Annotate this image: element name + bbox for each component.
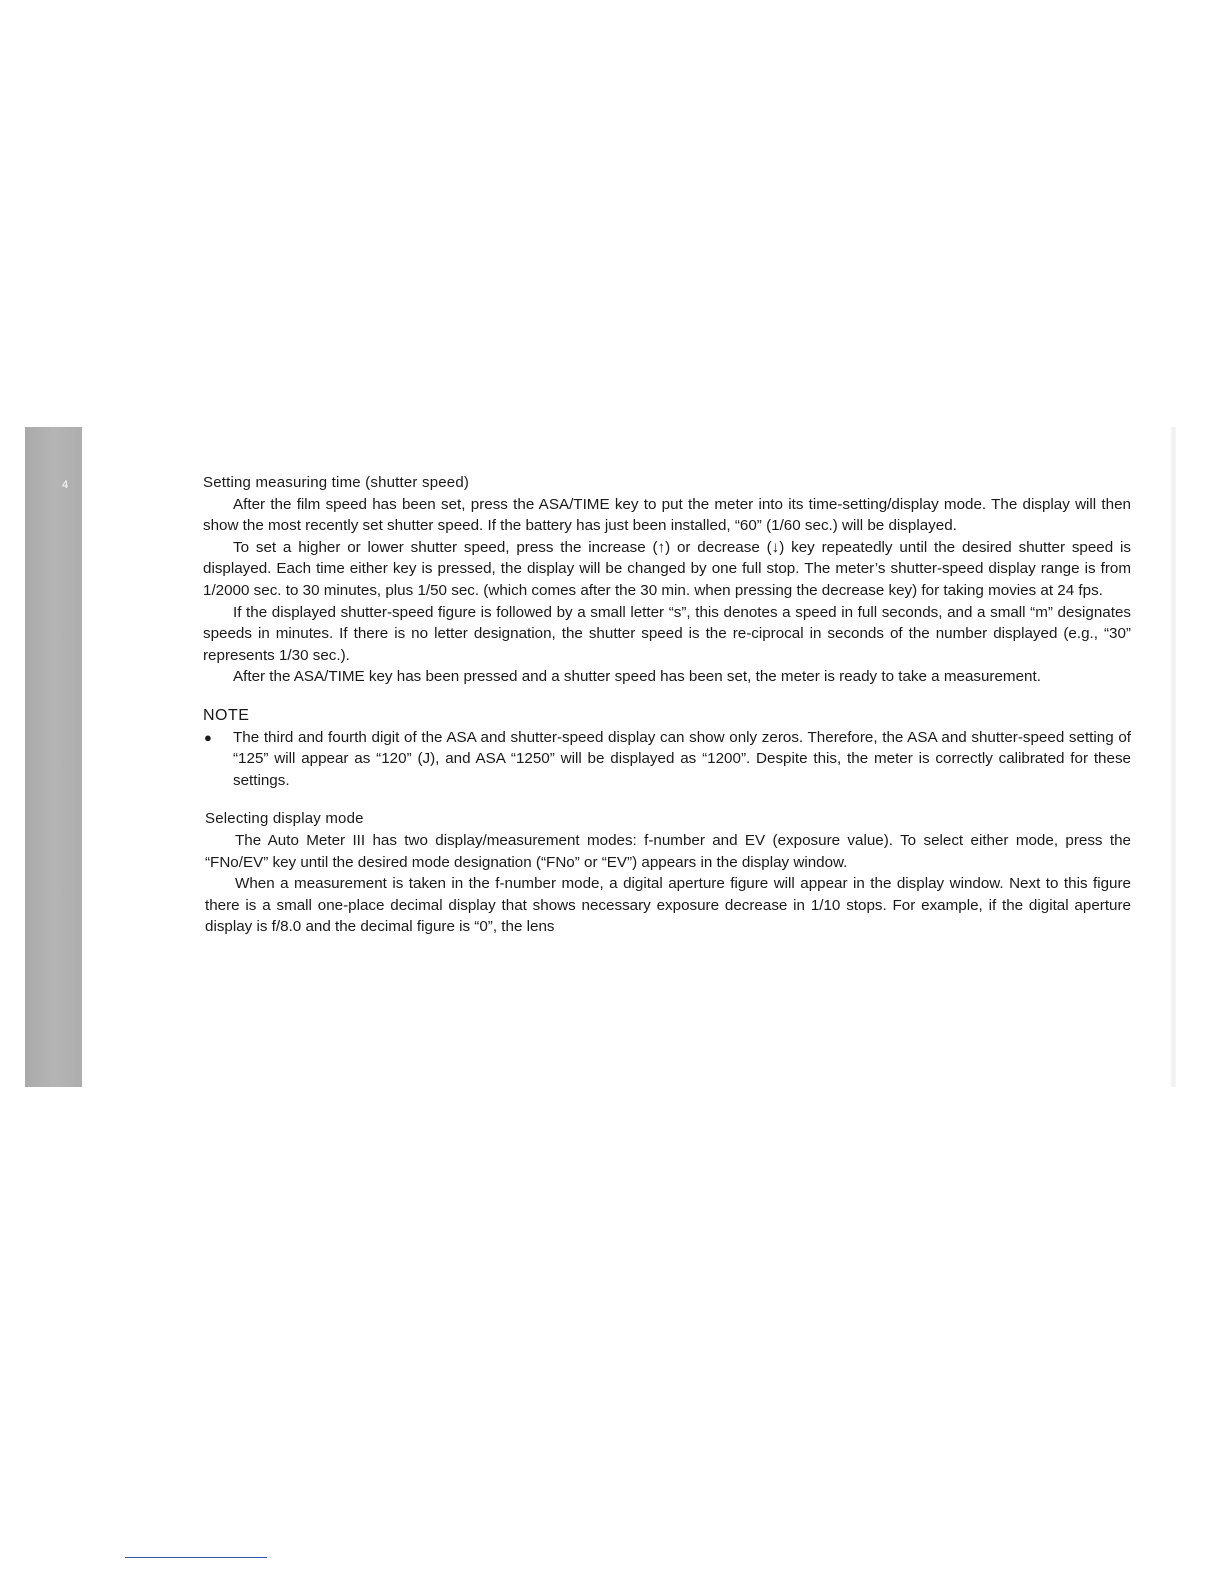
paragraph: After the ASA/TIME key has been pressed and a shutter speed has been set, the meter is ready to take a measurement. [233,668,1041,686]
section-heading-shutter-speed: Setting measuring time (shutter speed) [203,474,470,491]
note-list [203,727,1131,792]
footnote-rule [125,1557,267,1558]
bullet-icon: ● [204,729,212,745]
page-body [203,472,1131,938]
paragraph: When a measurement is taken in the f-number mode, a digital aperture figure will appear in the display window. Next to this figure there is a small one-place decimal display that shows necessary exposure decrease in 1/10 stops. For example, if the digital aperture display is f/8.0 and the decimal figure is “0”, the lens [205,875,1131,936]
section-heading-display-mode: Selecting display mode [205,810,364,828]
paragraph: The Auto Meter III has two display/measurement modes: f-number and EV (exposure value). To select either mode, press the “FNo/EV” key until the desired mode designation (“FNo” or “EV”) appears in the display window. [205,831,1131,871]
note-text: The third and fourth digit of the ASA and shutter-speed display can show only zeros. Therefore, the ASA and shutter-speed setting of “125” will appear as “120” (J), and ASA “1250” will be displayed as “1200”. Despite this, the meter is correctly calibrated for these settings. [233,728,1131,789]
note-item [203,727,1131,792]
page-edge-tab [25,427,82,1087]
note-heading: NOTE [203,706,250,724]
paragraph: After the film speed has been set, press the ASA/TIME key to put the meter into its time-setting/display mode. The display will then show the most recently set shutter speed. If the battery has just been installed, “60” (1/60 sec.) will be displayed. [203,495,1131,535]
page-number: 4 [62,479,69,491]
right-page-edge [1170,427,1176,1087]
paragraph: To set a higher or lower shutter speed, press the increase (↑) or decrease (↓) key repeatedly until the desired shutter speed is displayed. Each time either key is pressed, the display will be changed by one full stop. The meter’s shutter-speed display range is from 1/2000 sec. to 30 minutes, plus 1/50 sec. (which comes after the 30 min. when pressing the decrease key) for taking movies at 24 fps. [203,538,1131,599]
paragraph: If the displayed shutter-speed figure is followed by a small letter “s”, this denotes a speed in full seconds, and a small “m” designates speeds in minutes. If there is no letter designation, the shutter speed is the re-ciprocal in seconds of the number displayed (e.g., “30” represents 1/30 sec.). [203,603,1131,664]
